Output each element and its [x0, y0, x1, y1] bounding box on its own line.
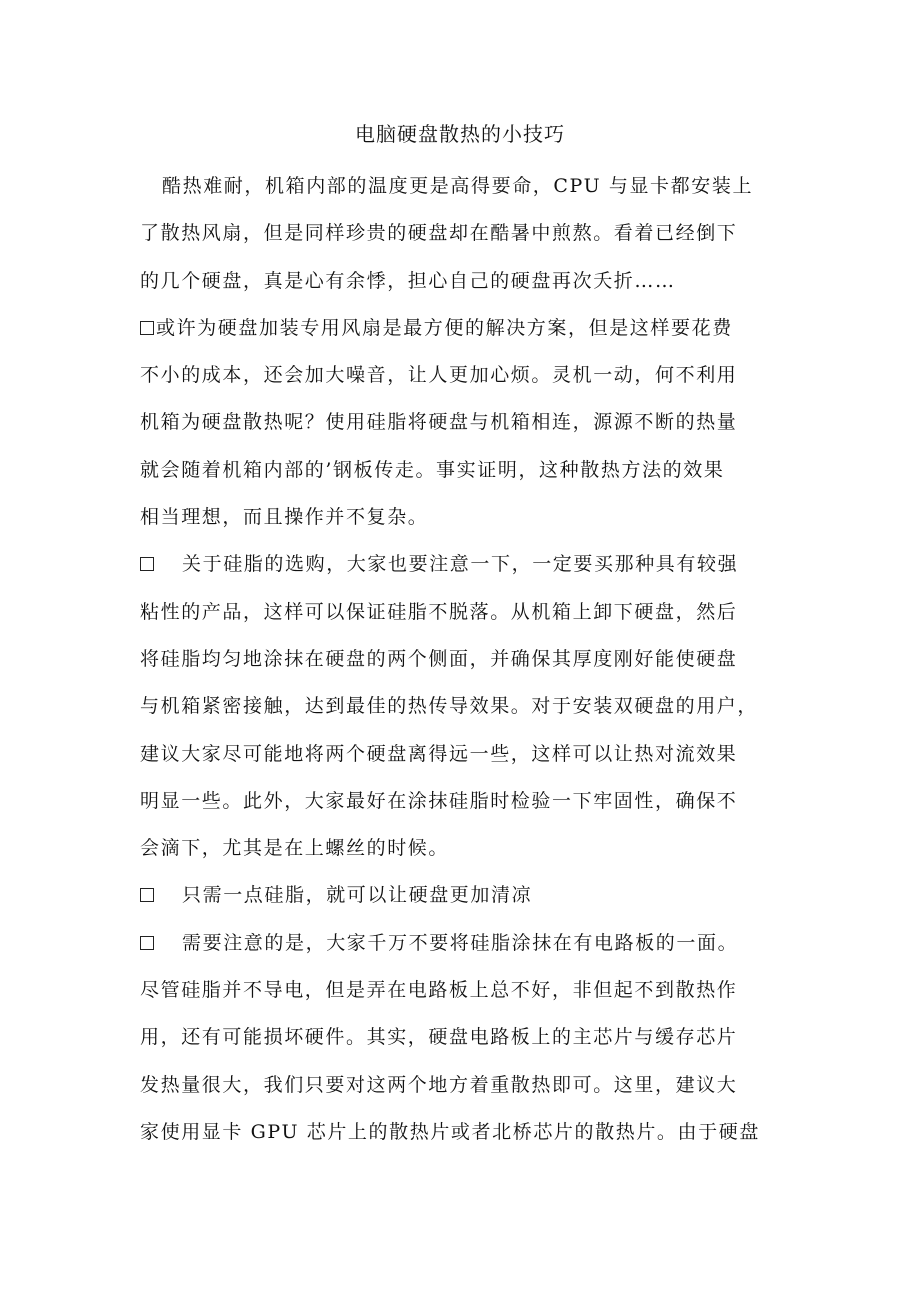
line-text: 关于硅脂的选购，大家也要注意一下，一定要买那种具有较强	[182, 553, 739, 576]
text-line	[140, 683, 780, 730]
line-text: 粘性的产品，这样可以保证硅脂不脱落。从机箱上卸下硬盘，然后	[140, 600, 738, 623]
text-line	[140, 731, 780, 778]
text-line	[140, 352, 780, 399]
line-text: 酷热难耐，机箱内部的温度更是高得要命，CPU 与显卡都安装上	[162, 175, 754, 197]
text-line	[140, 967, 780, 1014]
document-title: 电脑硬盘散热的小技巧	[355, 122, 565, 146]
document-body	[140, 163, 780, 1156]
line-text: 家使用显卡 GPU 芯片上的散热片或者北桥芯片的散热片。由于硬盘	[140, 1120, 760, 1143]
checkbox-glyph-icon	[140, 321, 154, 335]
text-line	[140, 920, 780, 967]
checkbox-glyph-icon	[140, 888, 154, 902]
line-text: 机箱为硬盘散热呢？使用硅脂将硬盘与机箱相连，源源不断的热量	[140, 411, 738, 434]
checkbox-glyph-icon	[140, 557, 154, 571]
line-text: 发热量很大，我们只要对这两个地方着重散热即可。这里，建议大	[140, 1073, 738, 1096]
line-text: 相当理想，而且操作并不复杂。	[140, 506, 429, 529]
text-line	[140, 872, 780, 919]
text-line	[140, 210, 780, 257]
line-text: 将硅脂均匀地涂抹在硬盘的两个侧面，并确保其厚度刚好能使硬盘	[140, 647, 738, 670]
text-line	[140, 778, 780, 825]
line-text: 建议大家尽可能地将两个硬盘离得远一些，这样可以让热对流效果	[140, 742, 738, 765]
text-line	[140, 1014, 780, 1061]
line-text: 的几个硬盘，真是心有余悸，担心自己的硬盘再次夭折……	[140, 269, 676, 292]
line-text: 会滴下，尤其是在上螺丝的时候。	[140, 837, 450, 860]
text-line	[140, 399, 780, 446]
line-text: 用，还有可能损坏硬件。其实，硬盘电路板上的主芯片与缓存芯片	[140, 1026, 738, 1049]
text-line	[140, 258, 780, 305]
text-line	[140, 494, 780, 541]
line-text: 就会随着机箱内部的’钢板传走。事实证明，这种散热方法的效果	[140, 458, 725, 481]
line-text: 或许为硬盘加装专用风扇是最方便的解决方案，但是这样要花费	[156, 316, 733, 339]
line-text: 尽管硅脂并不导电，但是弄在电路板上总不好，非但起不到散热作	[140, 979, 738, 1002]
line-text: 明显一些。此外，大家最好在涂抹硅脂时检验一下牢固性，确保不	[140, 789, 738, 812]
text-line	[140, 825, 780, 872]
text-line	[140, 1062, 780, 1109]
checkbox-glyph-icon	[140, 936, 154, 950]
text-line	[140, 305, 780, 352]
line-text: 与机箱紧密接触，达到最佳的热传导效果。对于安装双硬盘的用户，	[140, 695, 759, 718]
line-text: 不小的成本，还会加大噪音，让人更加心烦。灵机一动，何不利用	[140, 364, 738, 387]
text-line	[140, 636, 780, 683]
line-text: 了散热风扇，但是同样珍贵的硬盘却在酷暑中煎熬。看着已经倒下	[140, 222, 738, 245]
text-line	[140, 589, 780, 636]
text-line	[140, 163, 780, 210]
line-text: 只需一点硅脂，就可以让硬盘更加清凉	[182, 884, 533, 907]
text-line	[140, 1109, 780, 1156]
text-line	[140, 447, 780, 494]
text-line	[140, 541, 780, 588]
line-text: 需要注意的是，大家千万不要将硅脂涂抹在有电路板的一面。	[182, 931, 739, 954]
